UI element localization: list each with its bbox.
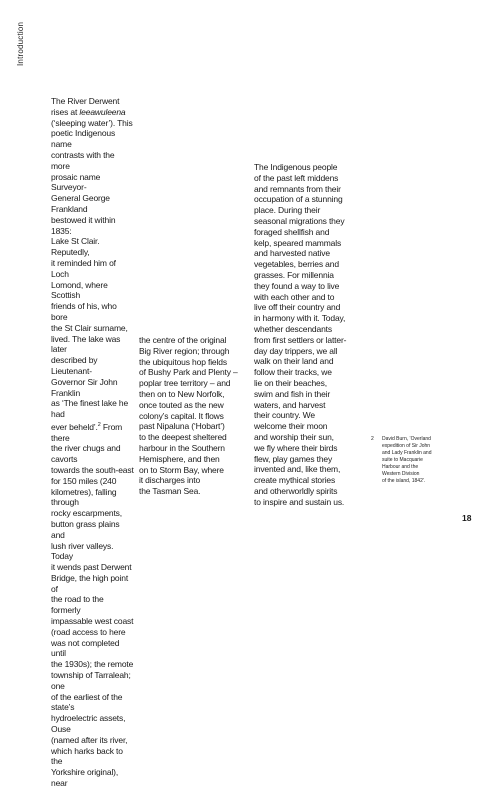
text-column-1	[51, 96, 134, 789]
running-head: Introduction	[16, 21, 25, 66]
text-column-3	[254, 162, 362, 508]
paragraph: The Indigenous people of the past left middens and remnants from their occupation of a stunning place. During their seasonal migrations they foraged shellfish and kelp, speared mammals and harvested native vegetables, berries and grasses. For millennia they found a way to live with each other and to live off their country and in harmony with it. Today, whether descendants from first settlers or latter- day day trippers, we all walk on their land and follow their tracks, we lie on their beaches, swim and fish in their waters, and harvest their country. We welcome their moon and worship their sun, we fly where their birds flew, play games they invented and, like them, create mythical stories and otherworldly spirits to inspire and sustain us.	[254, 162, 347, 507]
text-run: From there the river chugs and cavorts towards the south-east for 150 miles (240 kilometres), falling through rocky escarpments, button grass plains and lush river valleys. Today it wends past Derwent Bridge, the high point of the road to the formerly impassable west coast (road access to here was not completed until the 1930s); the remote township of Tarraleah; one of the earliest of the state’s hydroelectric assets, Ouse (named after its river, which harks back to the Yorkshire original), near	[51, 421, 134, 789]
footnote-reference[interactable]: 2	[97, 421, 101, 428]
footnote-number: 2	[371, 436, 374, 442]
page-number: 18	[462, 513, 472, 523]
paragraph	[51, 96, 134, 789]
text-column-2	[139, 335, 251, 497]
footnote-text: David Burn, ‘Overland expedition of Sir John and Lady Franklin and suite to Macquarie Harbour and the Western Division of the island, 1842’.	[382, 436, 432, 484]
indigenous-river-name: leeawuleena	[79, 106, 126, 117]
text-run: The River Derwent rises at	[51, 96, 120, 117]
paragraph: the centre of the original Big River region; through the ubiquitous hop fields of Bushy Park and Plenty – poplar tree territory – and then on to New Norfolk, once touted as the new colony’s capital. It flows past Nipaluna (‘Hobart’) to the deepest sheltered harbour in the Southern Hemisphere, and then on to Storm Bay, where it discharges into the Tasman Sea.	[139, 335, 238, 497]
text-run: (‘sleeping water’). This poetic Indigenous name contrasts with the more prosaic name Surveyor- General George Frankland bestowed it within 1835: Lake St Clair. Reputedly, it reminded him of Loch Lomond, where Scottish friends of his, who bore the St Clair surname, lived. The lake was later described by Lieutenant- Governor Sir John Franklin as ‘The finest lake he had ever beheld’.	[51, 117, 133, 432]
